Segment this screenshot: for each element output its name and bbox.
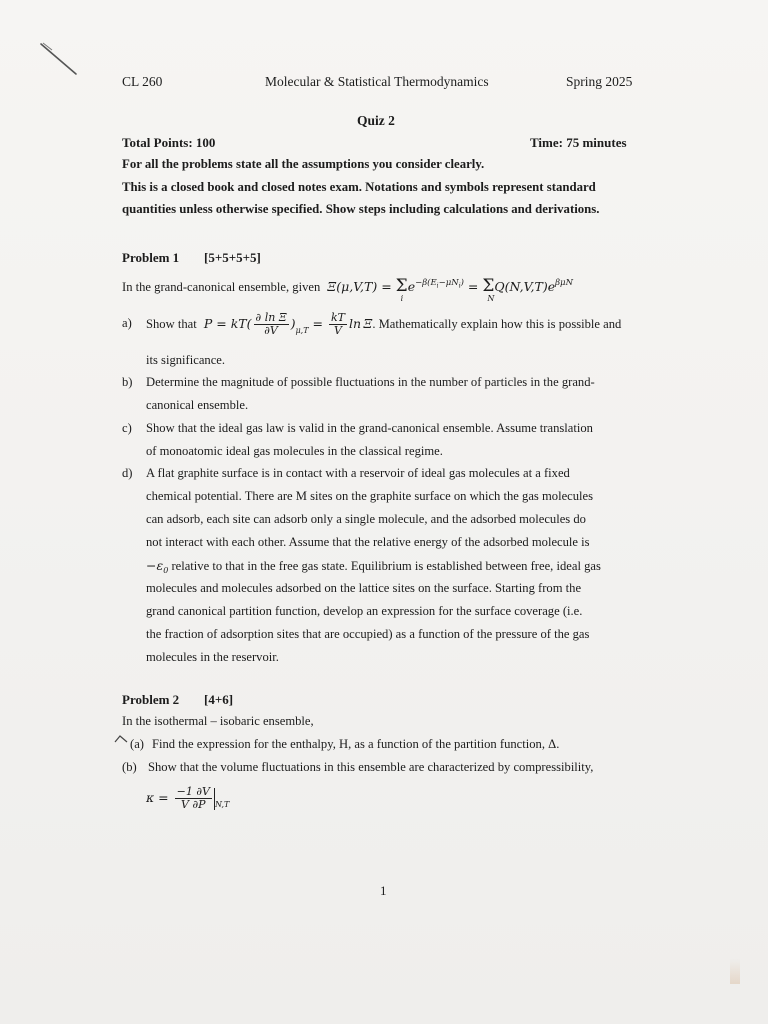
instruction-line: For all the problems state all the assumptions you consider clearly. xyxy=(122,157,485,171)
item-label: b) xyxy=(122,375,133,389)
item-text: Show that the volume fluctuations in this ensemble are characterized by compressibility, xyxy=(148,760,594,774)
item-text: canonical ensemble. xyxy=(146,398,249,412)
item-label: (b) xyxy=(122,760,137,774)
instruction-line: quantities unless otherwise specified. Show steps including calculations and derivations. xyxy=(122,202,600,216)
item-label: a) xyxy=(122,316,132,330)
instruction-line: This is a closed book and closed notes exam. Notations and symbols represent standard xyxy=(122,180,596,194)
problem1-title: Problem 1 xyxy=(122,250,180,265)
total-points: Total Points: 100 xyxy=(122,135,216,150)
item-label: d) xyxy=(122,466,133,480)
item-text: of monoatomic ideal gas molecules in the classical regime. xyxy=(146,444,443,458)
problem2-title: Problem 2 xyxy=(122,692,180,707)
adsorption-energy-symbol: $-\varepsilon_0$ xyxy=(146,558,169,575)
item-text: Show that xyxy=(146,317,197,331)
item-text: molecules in the reservoir. xyxy=(146,650,279,664)
item-text: Determine the magnitude of possible fluctuations in the number of particles in the grand- xyxy=(146,375,595,389)
problem2-points: [4+6] xyxy=(204,692,234,707)
item-text-energy-line xyxy=(146,558,601,575)
course-title: Molecular & Statistical Thermodynamics xyxy=(265,74,489,89)
item-label: (a) xyxy=(130,737,144,751)
item-text: molecules and molecules adsorbed on the lattice sites on the surface. Starting from the xyxy=(146,581,582,595)
item-text: relative to that in the free gas state. Equilibrium is established between free, ideal gas xyxy=(171,559,601,573)
problem1-intro: In the grand-canonical ensemble, given xyxy=(122,280,321,294)
item-text: can adsorb, each site can adsorb only a single molecule, and the adsorbed molecules do xyxy=(146,512,586,526)
quiz-title: Quiz 2 xyxy=(357,113,395,128)
problem1-points: [5+5+5+5] xyxy=(204,250,261,265)
item-label: c) xyxy=(122,421,132,435)
problem1-item-a xyxy=(122,312,642,342)
item-text: A flat graphite surface is in contact with a reservoir of ideal gas molecules at a fixed xyxy=(146,466,570,480)
item-text: not interact with each other. Assume that the relative energy of the adsorbed molecule is xyxy=(146,535,590,549)
time-limit: Time: 75 minutes xyxy=(530,135,627,150)
item-text: . Mathematically explain how this is possible and xyxy=(372,317,622,331)
item-text: its significance. xyxy=(146,353,226,367)
compressibility-formula: κ = $\frac{-1 \partial V}{V \partial P}$ $_{N,T}$ xyxy=(146,785,230,811)
problem2-intro: In the isothermal – isobaric ensemble, xyxy=(122,714,314,728)
page-corner-smudge xyxy=(730,958,740,984)
item-text: chemical potential. There are M sites on the graphite surface on which the gas molecules xyxy=(146,489,594,503)
grand-partition-function-formula: Ξ(μ,V,T) = Σ i $e^{-\beta(E_i-\mu N_i)} = \Sigma$ N $Q(N,V,T)e^{\beta\mu N}$ xyxy=(323,276,574,303)
pen-stroke-mark xyxy=(38,40,80,80)
item-text: Show that the ideal gas law is valid in the grand-canonical ensemble. Assume translation xyxy=(146,421,593,435)
problem1-intro-line xyxy=(122,276,574,303)
page-number: 1 xyxy=(380,883,387,898)
item-text: the fraction of adsorption sites that are occupied) as a function of the pressure of the gas xyxy=(146,627,590,641)
course-code: CL 260 xyxy=(122,74,163,89)
pressure-derivative-formula: P = kT( $\frac{\text{∂ ln Ξ}}{\partial V}$ )$_{\mu,T}$ = $\frac{kT}{V}$ ln Ξ xyxy=(203,311,373,337)
pen-check-mark xyxy=(114,733,130,745)
item-text: grand canonical partition function, develop an expression for the surface coverage (i.e. xyxy=(146,604,583,618)
term: Spring 2025 xyxy=(566,74,633,89)
item-text: Find the expression for the enthalpy, H, as a function of the partition function, Δ. xyxy=(152,737,560,751)
